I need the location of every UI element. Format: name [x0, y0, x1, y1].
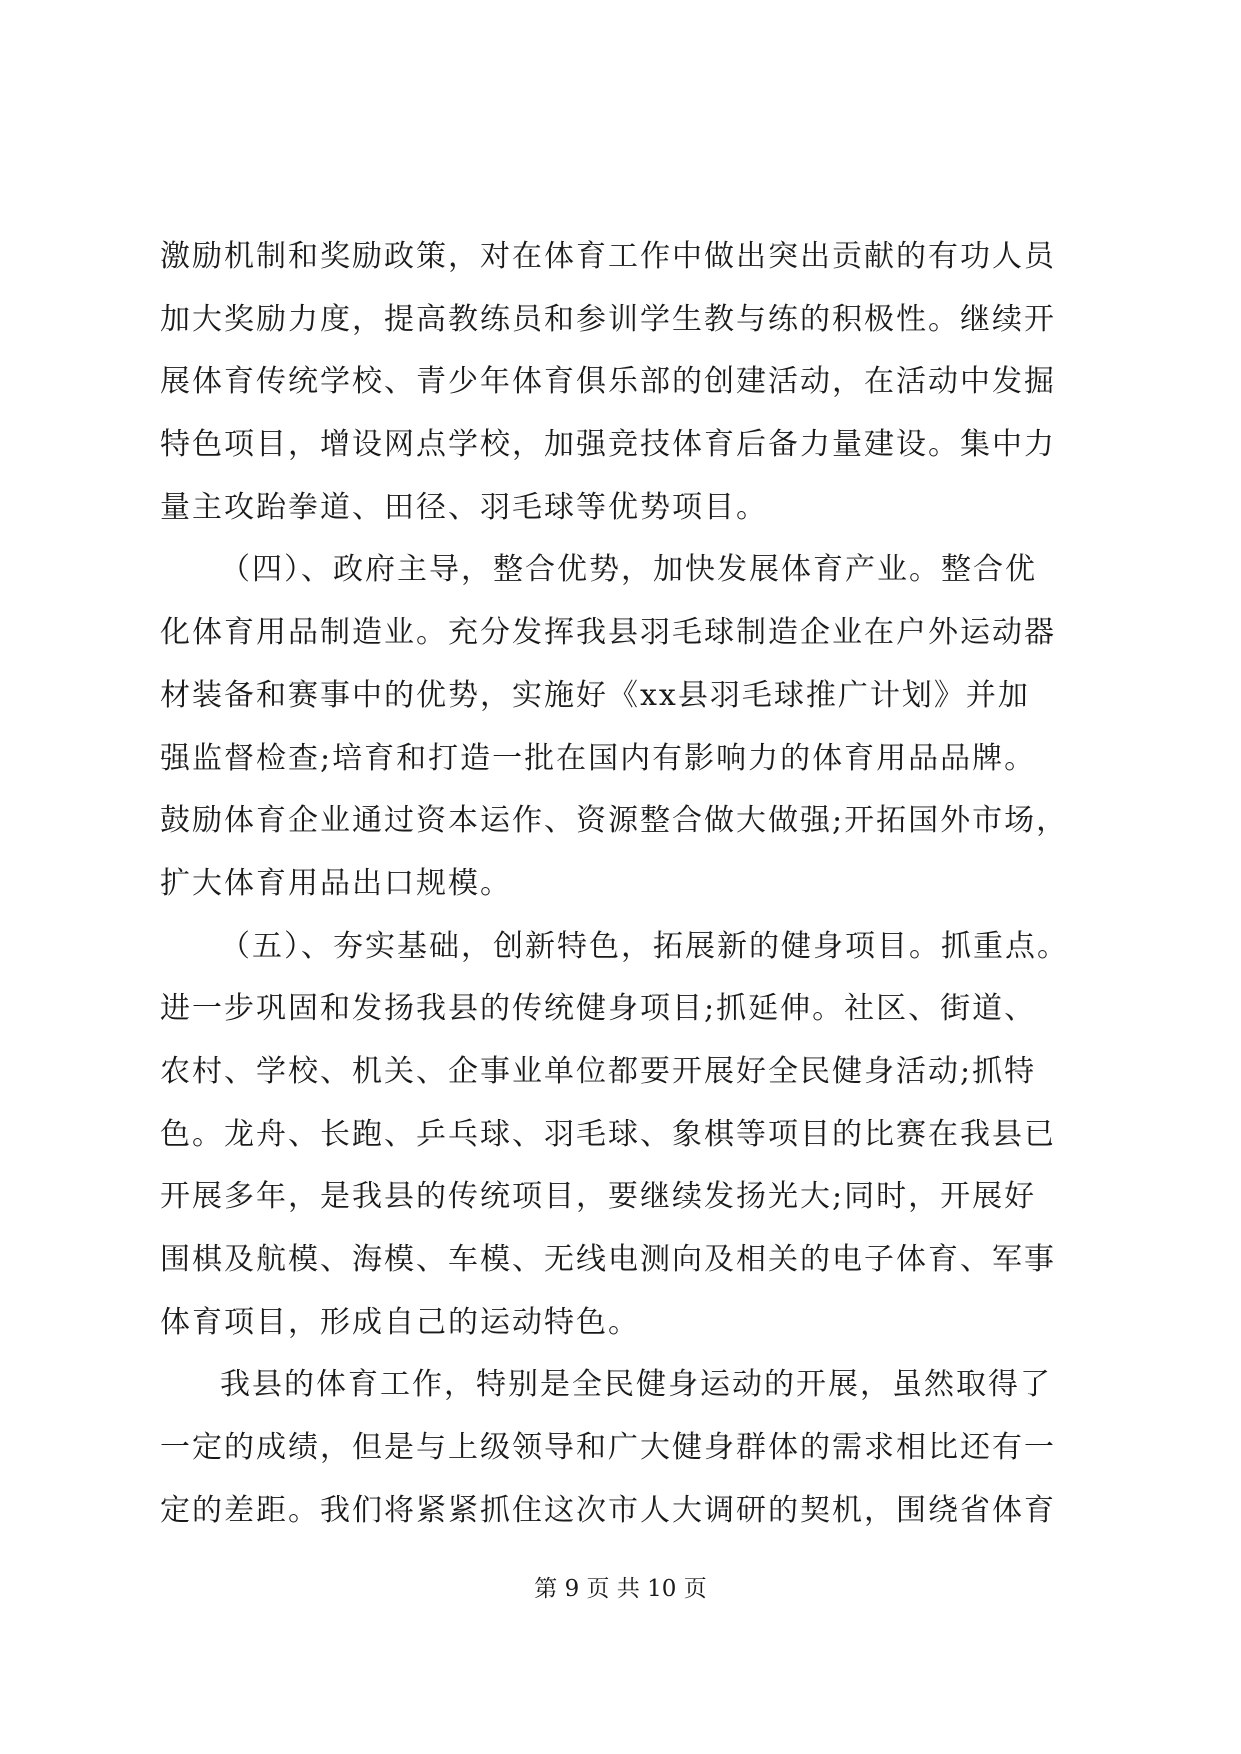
text-line: 材装备和赛事中的优势，实施好《xx县羽毛球推广计划》并加	[160, 677, 1030, 713]
text-line: 鼓励体育企业通过资本运作、资源整合做大做强;开拓国外市场，	[160, 803, 1069, 839]
text-line: 量主攻跆拳道、田径、羽毛球等优势项目。	[160, 489, 768, 525]
paragraph-start-line: （五）、夯实基础，创新特色，拓展新的健身项目。抓重点。	[220, 928, 1069, 964]
paragraph-start-line: 我县的体育工作，特别是全民健身运动的开展，虽然取得了	[220, 1367, 1052, 1403]
text-line: 特色项目，增设网点学校，加强竞技体育后备力量建设。集中力	[160, 427, 1056, 463]
paragraph-start-line: （四）、政府主导，整合优势，加快发展体育产业。整合优	[220, 552, 1037, 588]
text-line: 展体育传统学校、青少年体育俱乐部的创建活动，在活动中发掘	[160, 364, 1056, 400]
text-line: 激励机制和奖励政策，对在体育工作中做出突出贡献的有功人员	[160, 239, 1056, 274]
text-line: 开展多年，是我县的传统项目，要继续发扬光大;同时，开展好	[160, 1179, 1037, 1215]
text-line: 强监督检查;培育和打造一批在国内有影响力的体育用品品牌。	[160, 740, 1037, 776]
document-body	[160, 226, 1085, 1542]
text-line: 化体育用品制造业。充分发挥我县羽毛球制造企业在户外运动器	[160, 615, 1056, 651]
text-line: 定的差距。我们将紧紧抓住这次市人大调研的契机，围绕省体育	[160, 1492, 1056, 1528]
page-number-footer: 第 9 页 共 10 页	[534, 1576, 707, 1602]
text-line: 围棋及航模、海模、车模、无线电测向及相关的电子体育、军事	[160, 1242, 1056, 1277]
text-line: 进一步巩固和发扬我县的传统健身项目;抓延伸。社区、街道、	[160, 991, 1037, 1027]
text-line: 体育项目，形成自己的运动特色。	[160, 1304, 640, 1340]
text-line: 一定的成绩，但是与上级领导和广大健身群体的需求相比还有一	[160, 1430, 1056, 1466]
text-line: 加大奖励力度，提高教练员和参训学生教与练的积极性。继续开	[160, 301, 1056, 337]
text-line: 扩大体育用品出口规模。	[160, 865, 512, 901]
text-line: 农村、学校、机关、企事业单位都要开展好全民健身活动;抓特	[160, 1053, 1037, 1089]
text-line: 色。龙舟、长跑、乒乓球、羽毛球、象棋等项目的比赛在我县已	[160, 1116, 1056, 1152]
